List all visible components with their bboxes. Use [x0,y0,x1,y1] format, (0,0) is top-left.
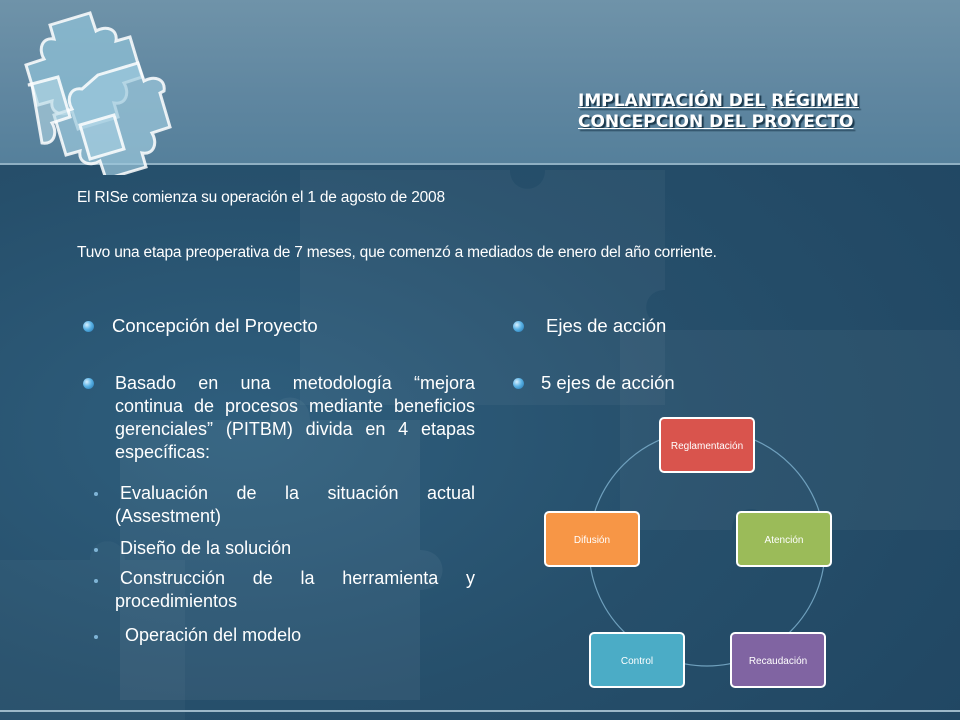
cycle-node-label: Atención [764,535,804,546]
puzzle-pieces-icon [10,5,185,175]
cycle-node [590,633,684,687]
intro-line-2: Tuvo una etapa preoperativa de 7 meses, que comenzó a mediados de enero del año corriente. [77,244,717,261]
stage-item: Diseño de la solución [120,538,292,558]
cycle-node-label: Recaudación [748,656,808,667]
sub-bullet-icon [94,548,98,552]
cycle-node-label: Difusión [573,535,611,546]
title-line1-part2: RÉGIMEN [771,91,859,111]
sub-bullet-icon [94,579,98,583]
right-column-subheading: 5 ejes de acción [541,372,675,393]
bullet-icon [513,378,524,389]
cycle-diagram [520,405,880,695]
left-column-heading: Concepción del Proyecto [112,315,318,336]
sub-bullet-icon [94,635,98,639]
title-line1-part1: IMPLANTACIÓN DEL [578,91,766,111]
cycle-node-label: Reglamentación [670,441,744,452]
right-column-heading: Ejes de acción [546,315,667,336]
sub-bullet-icon [94,492,98,496]
title-line2: CONCEPCION DEL PROYECTO [578,112,854,132]
cycle-node [737,512,831,566]
bullet-icon [83,321,94,332]
bullet-icon [513,321,524,332]
bullet-icon [83,378,94,389]
footer-line [0,710,960,712]
cycle-node [660,418,754,472]
slide-title [578,91,859,133]
left-column-paragraph: Basado en una metodología “mejora continua de procesos mediante beneficios gerenciales” (PITBM) divida en 4 etapas específicas: [115,373,475,462]
stage-item: Construcción de la herramienta y procedimientos [115,568,475,611]
intro-line-1: El RISe comienza su operación el 1 de agosto de 2008 [77,189,445,206]
cycle-node [731,633,825,687]
cycle-node [545,512,639,566]
cycle-node-label: Control [620,656,654,667]
stage-item: Evaluación de la situación actual (Assestment) [115,483,475,526]
stage-item: Operación del modelo [125,625,302,645]
